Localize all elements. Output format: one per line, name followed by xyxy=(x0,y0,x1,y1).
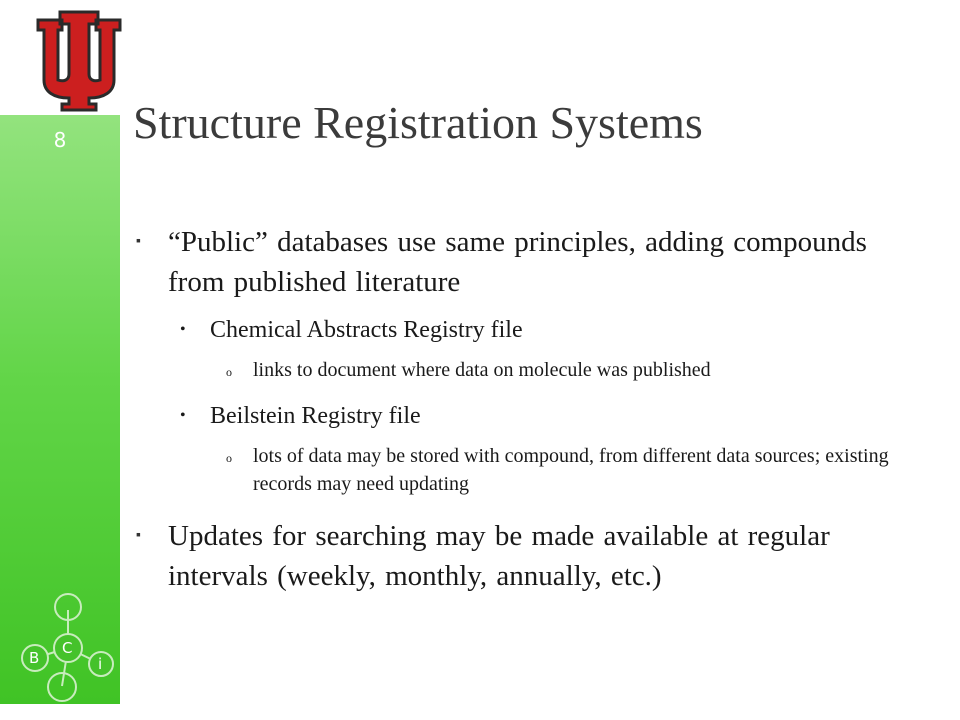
dot-bullet-icon: • xyxy=(180,407,186,424)
sub-bullet-text: Chemical Abstracts Registry file xyxy=(210,317,523,343)
slide-number: 8 xyxy=(53,128,67,152)
dot-bullet-icon: • xyxy=(180,321,186,338)
node-label-c: C xyxy=(62,639,73,657)
bullet-public-databases xyxy=(130,222,930,302)
sub-bullet-cas xyxy=(130,314,930,346)
bullet-text: “Public” databases use same principles, adding compounds from published literature xyxy=(168,226,867,298)
circle-bullet-icon: o xyxy=(226,365,232,379)
node-label-b: B xyxy=(29,649,40,667)
node-label-i: i xyxy=(98,655,103,673)
bullet-text: Updates for searching may be made available at regular intervals (weekly, monthly, annually, etc.) xyxy=(168,520,830,592)
sub-sub-bullet-text: lots of data may be stored with compound, from different data sources; existing records may need updating xyxy=(253,445,889,495)
bullet-updates xyxy=(130,516,930,596)
sub-bullet-text: Beilstein Registry file xyxy=(210,403,421,429)
square-bullet-icon: ▪ xyxy=(136,528,141,543)
sub-bullet-beilstein xyxy=(130,400,930,432)
sub-sub-bullet-text: links to document where data on molecule was published xyxy=(253,359,711,381)
bullet-list xyxy=(130,222,930,596)
circle-bullet-icon: o xyxy=(226,451,232,465)
slide-title: Structure Registration Systems xyxy=(133,97,703,148)
iu-trident-logo-icon xyxy=(34,8,124,112)
sub-sub-bullet-cas-links xyxy=(130,356,930,384)
square-bullet-icon: ▪ xyxy=(136,234,141,249)
empty-node-bottom xyxy=(48,673,76,701)
molecule-icon xyxy=(15,590,125,705)
sub-sub-bullet-beilstein-data xyxy=(130,442,930,498)
